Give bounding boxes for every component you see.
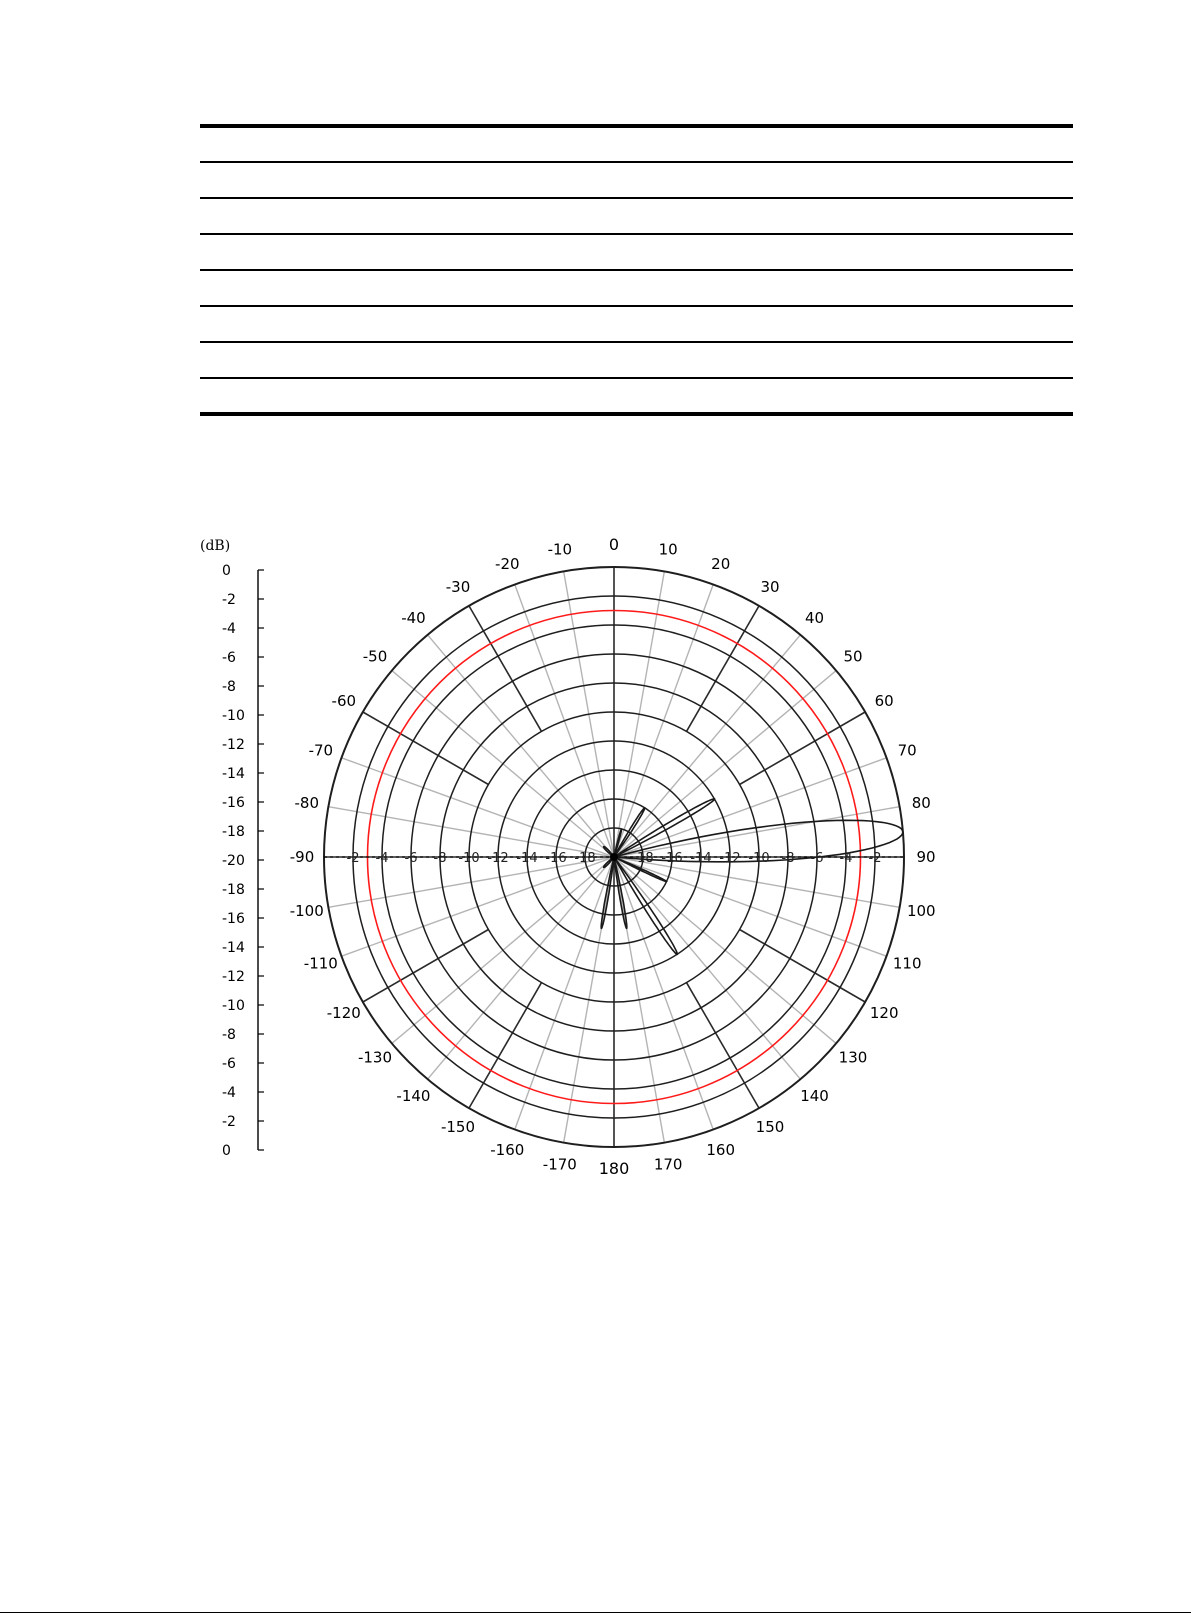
db-scale xyxy=(200,538,264,1159)
angle-label: -170 xyxy=(542,1155,577,1174)
radial-tick-label: -18 xyxy=(574,851,596,866)
angle-label: -150 xyxy=(440,1118,476,1137)
angle-label: -60 xyxy=(331,692,357,710)
angle-label: -80 xyxy=(294,793,319,812)
radial-tick-label: -2 xyxy=(346,851,360,866)
db-scale-label: -10 xyxy=(222,998,245,1014)
db-scale-label: -18 xyxy=(222,882,245,898)
angle-label: 180 xyxy=(598,1159,630,1178)
angle-label: -140 xyxy=(396,1087,431,1106)
db-scale-label: 0 xyxy=(222,1143,231,1159)
db-scale-label: -8 xyxy=(222,1027,236,1043)
radial-tick-label: -16 xyxy=(545,851,567,866)
angle-label: -70 xyxy=(308,741,334,760)
db-scale-label: -20 xyxy=(222,853,245,869)
angle-label: 80 xyxy=(911,793,931,812)
db-scale-label: -14 xyxy=(222,940,245,956)
angle-label: 140 xyxy=(800,1087,829,1106)
db-scale-label: -16 xyxy=(222,795,245,811)
db-scale-label: -10 xyxy=(222,708,245,724)
radial-tick-label: -14 xyxy=(690,851,712,866)
radial-tick-label: -2 xyxy=(868,851,882,866)
angle-label: -160 xyxy=(490,1141,525,1160)
angle-label: 120 xyxy=(869,1004,899,1022)
angle-label: 0 xyxy=(608,535,620,554)
angle-label: -10 xyxy=(547,540,573,559)
radial-tick-label: -10 xyxy=(458,851,480,866)
radial-tick-label: -14 xyxy=(516,851,538,866)
angle-label: -40 xyxy=(401,608,426,627)
radial-tick-label: -16 xyxy=(661,851,683,866)
angle-label: -110 xyxy=(303,954,338,973)
radial-tick-label: -6 xyxy=(404,851,418,866)
angle-label: 130 xyxy=(838,1048,868,1067)
db-unit-label: (dB) xyxy=(200,538,231,554)
angle-label: -90 xyxy=(289,848,315,866)
angle-label: -20 xyxy=(495,554,520,573)
angle-label: -130 xyxy=(357,1048,393,1067)
db-scale-label: -14 xyxy=(222,766,245,782)
angle-label: 30 xyxy=(760,577,780,596)
db-scale-label: -16 xyxy=(222,911,245,927)
angle-label: 170 xyxy=(653,1155,683,1174)
angle-label: -30 xyxy=(445,577,471,596)
angle-label: 150 xyxy=(755,1118,785,1137)
radial-tick-label: -10 xyxy=(748,851,770,866)
db-scale-label: -6 xyxy=(222,650,236,666)
angle-label: 100 xyxy=(906,902,936,921)
angle-label: 110 xyxy=(892,954,922,973)
page-bottom-rule xyxy=(0,1612,1191,1613)
angle-label: -50 xyxy=(362,647,388,666)
db-scale-label: -12 xyxy=(222,969,245,985)
db-scale-label: -8 xyxy=(222,679,236,695)
angle-label: 20 xyxy=(711,554,731,573)
db-scale-label: 0 xyxy=(222,563,231,579)
db-scale-label: -18 xyxy=(222,824,245,840)
db-scale-label: -2 xyxy=(222,592,236,608)
db-scale-label: -12 xyxy=(222,737,245,753)
angle-label: -100 xyxy=(289,902,324,921)
db-scale-label: -4 xyxy=(222,621,236,637)
angle-label: 90 xyxy=(916,848,936,866)
pattern-origin xyxy=(610,853,618,861)
radial-tick-label: -12 xyxy=(719,851,741,866)
radial-tick-label: -18 xyxy=(632,851,654,866)
radial-tick-label: -4 xyxy=(839,851,853,866)
db-scale-label: -6 xyxy=(222,1056,236,1072)
angle-label: 160 xyxy=(706,1141,736,1160)
angle-label: -120 xyxy=(326,1004,361,1022)
angle-label: 50 xyxy=(843,647,863,666)
radial-tick-label: -12 xyxy=(487,851,509,866)
radial-tick-label: -4 xyxy=(375,851,389,866)
angle-label: 10 xyxy=(658,540,678,559)
db-scale-label: -4 xyxy=(222,1085,236,1101)
angle-label: 60 xyxy=(874,692,894,710)
angle-label: 70 xyxy=(897,741,917,760)
db-scale-label: -2 xyxy=(222,1114,236,1130)
radial-tick-label: -6 xyxy=(810,851,824,866)
angle-label: 40 xyxy=(805,608,825,627)
radial-tick-label: -8 xyxy=(781,851,795,866)
radial-tick-label: -8 xyxy=(433,851,447,866)
